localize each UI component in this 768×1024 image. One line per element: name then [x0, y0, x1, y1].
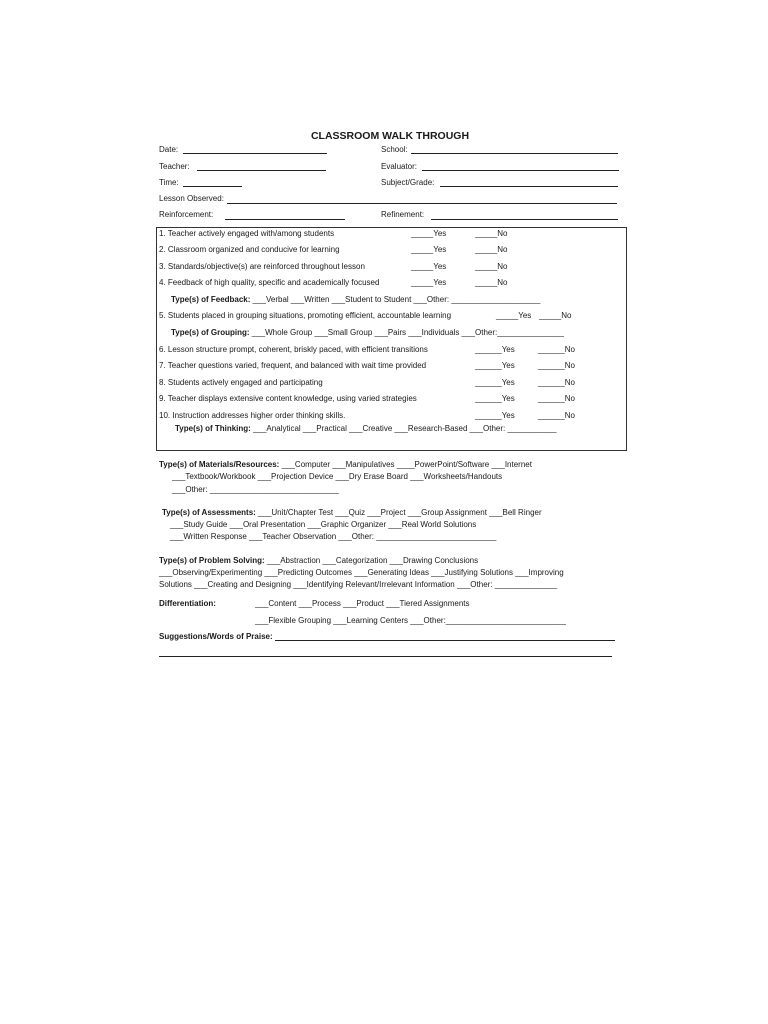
item-6-yes[interactable]: ______Yes [475, 345, 515, 354]
refinement-field[interactable] [431, 219, 618, 220]
item-5-no[interactable]: _____No [539, 311, 572, 320]
materials-options-2[interactable]: ___Textbook/Workbook ___Projection Device ___Dry Erase Board ___Worksheets/Handouts [172, 472, 503, 481]
problem-solving-options-2[interactable]: ___Observing/Experimenting ___Predicting Outcomes ___Generating Ideas ___Justifying Solutions ___Improving [159, 568, 564, 577]
item-5-yes[interactable]: _____Yes [496, 311, 532, 320]
form-title: CLASSROOM WALK THROUGH [310, 130, 470, 142]
refinement-label: Refinement: [381, 210, 425, 219]
item-8-no[interactable]: ______No [538, 378, 575, 387]
evaluator-label: Evaluator: [381, 162, 418, 171]
grouping-types-options[interactable]: ___Whole Group ___Small Group ___Pairs ___Individuals ___Other:_______________ [251, 328, 564, 337]
thinking-types-label: Type(s) of Thinking: [175, 424, 251, 433]
differentiation-options-1[interactable]: ___Content ___Process ___Product ___Tiered Assignments [255, 599, 470, 608]
item-2-text: 2. Classroom organized and conducive for learning [159, 245, 340, 254]
item-1-no[interactable]: _____No [475, 229, 508, 238]
materials-label: Type(s) of Materials/Resources: [159, 460, 280, 469]
item-2-yes[interactable]: _____Yes [411, 245, 447, 254]
feedback-types-options[interactable]: ___Verbal ___Written ___Student to Student ___Other: ____________________ [252, 295, 541, 304]
item-1-text: 1. Teacher actively engaged with/among students [159, 229, 335, 238]
assessments-options-1[interactable]: ___Unit/Chapter Test ___Quiz ___Project ___Group Assignment ___Bell Ringer [258, 508, 542, 517]
lesson-observed-field[interactable] [227, 203, 617, 204]
thinking-types-options[interactable]: ___Analytical ___Practical ___Creative ___Research-Based ___Other: ___________ [253, 424, 557, 433]
grouping-types-label: Type(s) of Grouping: [171, 328, 250, 337]
item-6-no[interactable]: ______No [538, 345, 575, 354]
lesson-observed-label: Lesson Observed: [159, 194, 224, 203]
item-2-no[interactable]: _____No [475, 245, 508, 254]
item-10-no[interactable]: ______No [538, 411, 575, 420]
assessments-options-3[interactable]: ___Written Response ___Teacher Observation ___Other: ___________________________ [170, 532, 497, 541]
reinforcement-field[interactable] [225, 219, 345, 220]
problem-solving-options-1[interactable]: ___Abstraction ___Categorization ___Drawing Conclusions [266, 556, 479, 565]
item-7-no[interactable]: ______No [538, 361, 575, 370]
item-9-no[interactable]: ______No [538, 394, 575, 403]
item-4-yes[interactable]: _____Yes [411, 278, 447, 287]
item-3-no[interactable]: _____No [475, 262, 508, 271]
reinforcement-label: Reinforcement: [159, 210, 214, 219]
suggestions-field-line-2[interactable] [159, 656, 612, 657]
item-6-text: 6. Lesson structure prompt, coherent, briskly paced, with efficient transitions [159, 345, 428, 354]
materials-line-1 [159, 460, 532, 470]
item-9-text: 9. Teacher displays extensive content knowledge, using varied strategies [159, 394, 417, 403]
teacher-label: Teacher: [159, 162, 190, 171]
item-9-yes[interactable]: ______Yes [475, 394, 515, 403]
assessments-label: Type(s) of Assessments: [162, 508, 256, 517]
suggestions-label: Suggestions/Words of Praise: [159, 632, 273, 641]
item-1-yes[interactable]: _____Yes [411, 229, 447, 238]
feedback-types-label: Type(s) of Feedback: [171, 295, 251, 304]
school-field[interactable] [411, 153, 618, 154]
feedback-types [171, 295, 540, 305]
school-label: School: [381, 145, 408, 154]
item-7-yes[interactable]: ______Yes [475, 361, 515, 370]
subject-grade-field[interactable] [440, 186, 618, 187]
item-5-text: 5. Students placed in grouping situations, promoting efficient, accountable learning [159, 311, 452, 320]
materials-options-1[interactable]: ___Computer ___Manipulatives ____PowerPoint/Software ___Internet [281, 460, 532, 469]
item-4-no[interactable]: _____No [475, 278, 508, 287]
assessments-options-2[interactable]: ___Study Guide ___Oral Presentation ___Graphic Organizer ___Real World Solutions [170, 520, 477, 529]
evaluator-field[interactable] [422, 170, 619, 171]
item-7-text: 7. Teacher questions varied, frequent, and balanced with wait time provided [159, 361, 427, 370]
item-3-yes[interactable]: _____Yes [411, 262, 447, 271]
differentiation-label: Differentiation: [159, 599, 216, 608]
assessments-line-1 [162, 508, 542, 518]
problem-solving-line-1 [159, 556, 478, 566]
item-8-text: 8. Students actively engaged and participating [159, 378, 323, 387]
grouping-types [171, 328, 564, 338]
time-field[interactable] [183, 186, 242, 187]
problem-solving-label: Type(s) of Problem Solving: [159, 556, 265, 565]
time-label: Time: [159, 178, 179, 187]
item-4-text: 4. Feedback of high quality, specific and academically focused [159, 278, 380, 287]
item-8-yes[interactable]: ______Yes [475, 378, 515, 387]
item-3-text: 3. Standards/objective(s) are reinforced throughout lesson [159, 262, 365, 271]
teacher-field[interactable] [197, 170, 326, 171]
thinking-types [175, 424, 556, 434]
problem-solving-options-3[interactable]: Solutions ___Creating and Designing ___Identifying Relevant/Irrelevant Information ___Other: ______________ [159, 580, 558, 589]
date-label: Date: [159, 145, 179, 154]
subject-grade-label: Subject/Grade: [381, 178, 435, 187]
item-10-text: 10. Instruction addresses higher order thinking skills. [159, 411, 346, 420]
materials-options-3[interactable]: ___Other: _____________________________ [172, 485, 339, 494]
differentiation-options-2[interactable]: ___Flexible Grouping ___Learning Centers ___Other:___________________________ [255, 616, 566, 625]
date-field[interactable] [183, 153, 327, 154]
suggestions-field-line-1[interactable] [275, 640, 615, 641]
item-10-yes[interactable]: ______Yes [475, 411, 515, 420]
